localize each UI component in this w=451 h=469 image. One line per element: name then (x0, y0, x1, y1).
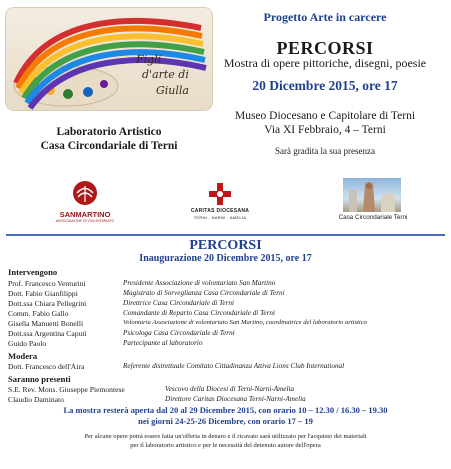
guest-row (0, 395, 451, 405)
event-title: PERCORSI (276, 38, 374, 58)
lab-logo-painting (6, 8, 212, 110)
opening-hours: La mostra resterà aperta dal 20 al 29 Dicembre 2015, con orario 10 – 12.30 / 16.30 – 19.30 (63, 405, 388, 415)
section-title: PERCORSI (189, 238, 262, 253)
rainbow-palette-icon (6, 8, 212, 110)
donation-note-continued: per il laboratorio artistico e per le necessità del detenuto autore dell'opera (130, 442, 321, 449)
project-title: Progetto Arte in carcere (263, 10, 387, 24)
guest-name: Claudio Daminato (8, 395, 64, 404)
speaker-row (0, 299, 451, 309)
speaker-name: Guido Paolo (8, 339, 47, 348)
guest-role: Vescovo della Diocesi di Terni-Narni-Amelia (165, 385, 295, 393)
speaker-role: Comandante di Reparto Casa Circondariale di Terni (123, 309, 276, 317)
speaker-role: Volontaria Associazione di volontariato San Martino, coordinatrice del laboratorio artistico (123, 319, 367, 326)
speaker-role: Magistrato di Sorveglianza Casa Circondariale di Terni (123, 289, 285, 297)
modera-heading: Modera (8, 351, 38, 361)
guest-role: Direttore Caritas Diocesana Terni-Narni-Amelia (165, 395, 306, 403)
lab-location: Casa Circondariale di Terni (40, 140, 178, 152)
event-subtitle: Mostra di opere pittoriche, disegni, poesie (223, 56, 427, 70)
caritas-cross-icon (208, 182, 232, 206)
guest-name: S.E. Rev. Mons. Giuseppe Piemontese (8, 385, 125, 394)
intervengono-heading: Intervengono (8, 267, 58, 277)
casa-circondariale-name: Casa Circondariale Terni (338, 214, 408, 221)
section-divider (6, 234, 445, 236)
presenti-heading: Saranno presenti (8, 374, 71, 384)
speaker-row (0, 279, 451, 289)
section-subtitle: Inaugurazione 20 Dicembre 2015, ore 17 (139, 253, 312, 264)
speaker-row (0, 319, 451, 329)
speaker-role: Partecipante al laboratorio (123, 339, 203, 347)
donation-note: Per alcune opere potrà essere fatta un'offerta in denaro e il ricavato sarà utilizzato per l'acquisto dei materiali (84, 433, 367, 440)
prison-photo (343, 178, 401, 212)
logo-script-3: Giulla (156, 84, 189, 97)
speaker-name: Gisella Manuetti Bonelli (8, 319, 84, 328)
speaker-role: Direttrice Casa Circondariale di Terni (123, 299, 235, 307)
speaker-name: Dott. Fabio Gianfilippi (8, 289, 78, 298)
san-martino-sub: ASSOCIAZIONE DI VOLONTARIATO (55, 219, 115, 223)
event-date: 20 Dicembre 2015, ore 17 (252, 78, 398, 93)
logo-script-1: Figli (136, 53, 162, 66)
speaker-role: Presidente Associazione di volontariato San Martino (123, 279, 276, 287)
speaker-name: Prof. Francesco Venturini (8, 279, 86, 288)
caritas-name: CARITAS DIOCESANA (190, 208, 250, 214)
rsvp-note: Sarà gradita la sua presenza (275, 146, 375, 156)
san-martino-emblem-icon (72, 180, 98, 208)
holiday-hours: nei giorni 24-25-26 Dicembre, con orario 17 – 19 (138, 416, 313, 426)
speaker-row (0, 329, 451, 339)
speaker-row (0, 309, 451, 319)
logo-script-2: d'arte di (142, 68, 189, 81)
moderator-role: Referente distrettuale Comitato Cittadinanza Attiva Lions Club International (123, 362, 345, 370)
speaker-role: Psicologa Casa Circondariale di Terni (123, 329, 235, 337)
speaker-name: Dott.ssa Chiara Pellegrini (8, 299, 87, 308)
san-martino-name: SANMARTINO (59, 210, 111, 219)
guest-row (0, 385, 451, 395)
speaker-row (0, 339, 451, 349)
lab-name: Laboratorio Artistico (56, 126, 162, 138)
venue-name: Museo Diocesano e Capitolare di Terni (234, 110, 416, 122)
speaker-name: Comm. Fabio Gallo (8, 309, 69, 318)
venue-address: Via XI Febbraio, 4 – Terni (264, 124, 386, 136)
moderator-name: Dott. Francesco dell'Aira (8, 362, 85, 371)
speaker-row (0, 289, 451, 299)
caritas-sub: TERNI - NARNI - AMELIA (193, 215, 247, 220)
speaker-name: Dott.ssa Argentina Caputi (8, 329, 87, 338)
moderator-row (0, 362, 451, 372)
